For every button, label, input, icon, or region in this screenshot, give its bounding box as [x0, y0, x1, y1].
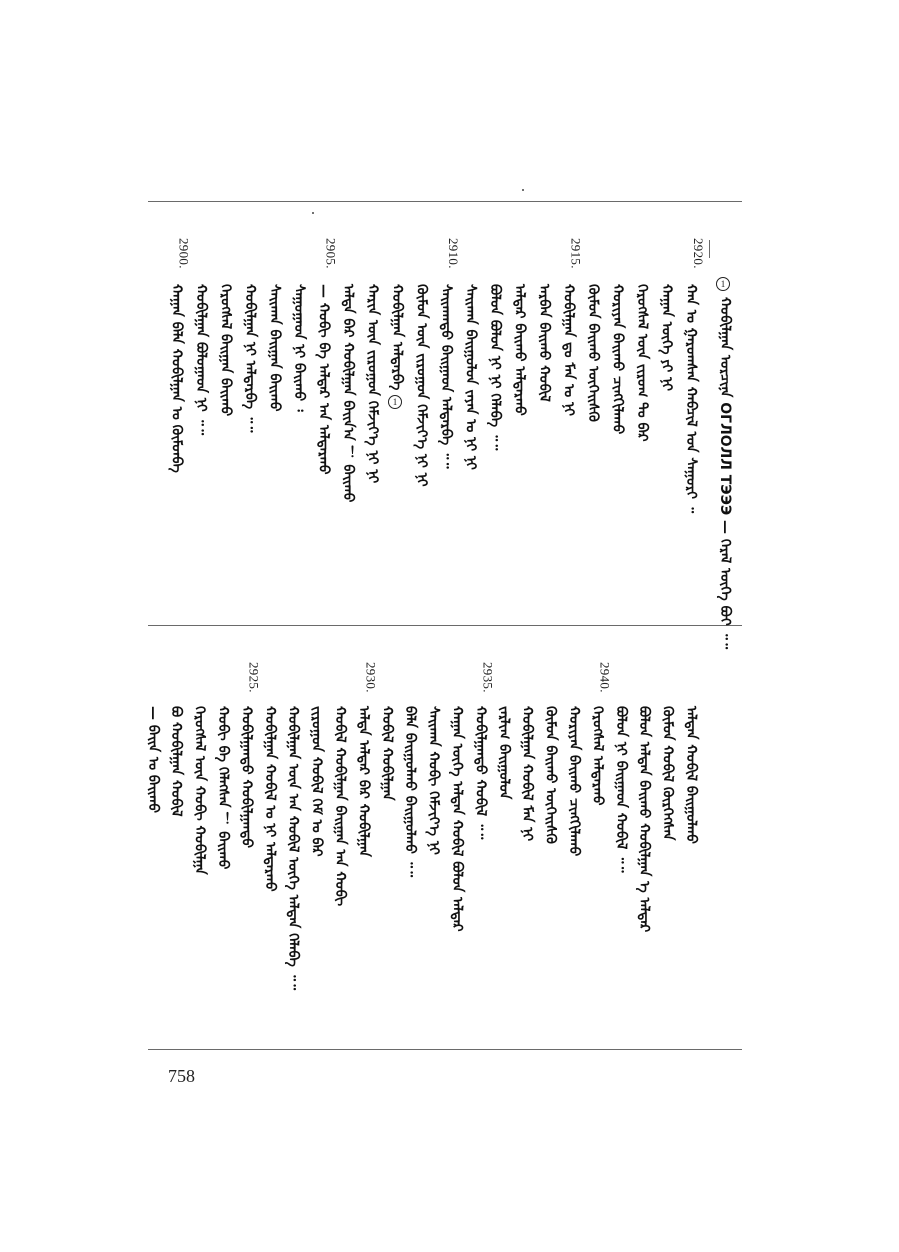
print-speck: [522, 189, 524, 191]
verse-column: [144, 706, 168, 813]
print-speck: [312, 212, 314, 214]
line-number: 2925.: [246, 662, 262, 693]
verse-line: ᠰᠠᠢᠬᠠᠨᠳᠤ ᠪᠠᠢᠭᠠᠳ ᠠᠯᠳᠠᠷᠪᠠ ᠃᠃: [438, 284, 454, 469]
verse-column: [584, 284, 608, 422]
verse-column: [425, 706, 449, 855]
verse-column: [588, 706, 612, 805]
verse-line: ᠬᠤᠪᠢᠯ ᠬᠤᠪᠢᠯᠭᠠᠨ ᠪᠠᠢᠭᠠᠨ ᠠᠨ ᠬᠤᠪᠢ: [332, 706, 348, 907]
verse-line: ᠰᠠᠢᠬᠠᠨ ᠪᠠᠢᠭᠤᠯᠤᠨ ᠵᠠᠶᠠᠨ ᠤ ᠨᠢ ᠨᠢ: [462, 284, 479, 470]
verse-line: ᠵᠠᠷᠯᠢᠭ ᠪᠠᠢᠭᠤᠯᠤᠨ: [495, 706, 512, 800]
verse-column: [192, 284, 216, 435]
verse-line: ᠰᠠᠭᠤᠭᠠᠳ ᠨᠢ ᠪᠠᠢᠬᠤ ᠄: [291, 284, 307, 412]
line-number: 2930.: [363, 662, 379, 693]
verse-line: ᠠᠯᠳᠠ ᠠᠯᠳᠠᠷ ᠪᠡᠷ ᠬᠤᠪᠢᠯᠭᠠᠨ: [355, 706, 372, 857]
line-number: 2915.: [568, 238, 584, 269]
verse-column: [462, 284, 486, 470]
footnote-mark: 1: [716, 277, 730, 291]
verse-column: [609, 284, 633, 434]
verse-column: [560, 284, 584, 416]
verse-line: ᠪᠤᠯᠤᠨ ᠠᠯᠳᠠᠨ ᠪᠠᠢᠬᠤ ᠬᠤᠪᠢᠯᠭᠠᠨ ᠡ ᠠᠯᠳᠠᠷ: [636, 706, 653, 933]
verse-line: ᠰᠠᠢᠬᠠᠨ ᠬᠤᠪᠢ ᠬᠡᠮᠵᠢᠶ᠎ᠡ ᠨᠢ: [425, 706, 442, 855]
verse-line: ᠬᠠᠨ ᠤ ᠭᠠᠷᠤᠭᠰᠠᠨ ᠬᠠᠪᠴᠢᠯ ᠤᠨ ᠰᠠᠭᠤᠷᠢ ᠃: [683, 284, 699, 514]
verse-column: [308, 706, 332, 857]
verse-line: ᠪᠤᠯᠤᠨ ᠨᠢ ᠪᠠᠢᠭᠠᠳ ᠬᠤᠪᠢᠯ ᠃᠃: [612, 706, 629, 873]
verse-column: [635, 706, 659, 932]
verse-line: ᠠᠯᠳᠠᠷ ᠪᠠᠢᠬᠤ ᠠᠯᠳᠠᠷᠬᠤ: [511, 284, 528, 416]
verse-column: [364, 284, 388, 483]
verse-column: [633, 284, 657, 442]
verse-line: ᠠᠷᠪᠠᠨ ᠪᠠᠢᠬᠤ ᠬᠤᠪᠢᠯ: [536, 284, 552, 402]
verse-column: [315, 284, 339, 474]
verse-column: [284, 706, 308, 990]
verse-line: ᠬᠠᠭᠠᠨ ᠦᠬᠡ ᠠᠯᠳᠠᠨ ᠬᠤᠪᠢᠯ ᠪᠤᠯᠤᠨ ᠠᠯᠳᠠᠷ: [449, 706, 465, 932]
verse-line: ᠬᠤᠪᠢᠯᠭᠠᠨ ᠪᠤᠯᠤᠭᠠᠳ ᠨᠢ ᠃᠃: [193, 284, 209, 436]
verse-column: [331, 706, 355, 906]
verse-column: [167, 706, 191, 817]
verse-column: [437, 284, 461, 469]
verse-column: [266, 284, 290, 412]
verse-line: ᠬᠤᠪᠢᠯᠭᠠᠨᠳᠤ ᠬᠤᠪᠢᠯᠭᠠᠨᠳᠤ: [238, 706, 255, 849]
verse-column: [495, 706, 519, 799]
verse-line: ᠬᠤᠪᠢᠯᠭᠠᠨ ᠠᠯᠳᠠᠷᠪᠠ: [389, 284, 405, 391]
verse-column: [401, 706, 425, 877]
verse-line: ᠬᠦᠮᠦᠨ ᠦᠨ ᠵᠢᠷᠤᠭᠤᠨ ᠬᠡᠮᠵᠢᠶ᠎ᠡ ᠨᠢ ᠨᠢ: [413, 284, 430, 487]
verse-line: ᠬᠡᠷᠦᠭᠰᠡᠯ ᠦᠨ ᠵᠢᠷᠤᠭ ᠲᠤ ᠪᠡᠷ: [634, 284, 650, 442]
verse-line: ᠪᠤᠯᠤᠨ ᠪᠤᠯᠤᠨ ᠨᠢ ᠨᠢ ᠬᠡᠯᠡᠪᠡ ᠃᠃: [487, 284, 503, 451]
verse-column: [378, 706, 402, 801]
page-number: 758: [168, 1066, 195, 1086]
verse-column: [217, 284, 241, 416]
verse-line: — ᠬᠤᠪᠢ ᠪᠡ ᠠᠯᠳᠠᠷ ᠠᠨ ᠠᠯᠳᠠᠷᠬᠤ: [315, 284, 332, 475]
verse-line: ᠬᠠᠷᠢᠨ ᠦᠨ ᠵᠢᠷᠤᠭᠤᠨ ᠬᠡᠮᠵᠢᠶ᠎ᠡ ᠨᠢ ᠨᠢ: [364, 284, 381, 484]
line-number: 2920.: [691, 238, 706, 269]
verse-column: [518, 706, 542, 841]
verse-column: [191, 706, 215, 875]
verse-column: [290, 284, 314, 412]
verse-column: [682, 706, 706, 844]
verse-line: ᠵᠢᠷᠤᠭᠤᠨ ᠬᠤᠪᠢᠯ ᠬᠡᠮ ᠤ ᠪᠡᠷ: [308, 706, 325, 857]
verse-line: ᠰᠠᠢᠬᠠᠨ ᠪᠠᠢᠭᠠᠨ ᠪᠠᠢᠬᠤ: [266, 284, 283, 412]
footer-rule: [148, 1049, 742, 1050]
verse-column: [471, 706, 495, 839]
verse-line: ᠬᠤᠪᠢᠯᠭᠠᠨ ᠦᠨ ᠠᠨ ᠬᠤᠪᠢᠯ ᠦᠬᠡ ᠠᠯᠳᠠᠨ ᠬᠡᠯᠡᠪᠡ ᠃᠃: [285, 706, 302, 991]
verse-column: [448, 706, 472, 932]
line-number: 2900.: [176, 238, 192, 269]
footnote: [716, 272, 738, 649]
verse-line: ᠬᠦᠮᠦᠨ ᠬᠤᠪᠢᠯ ᠬᠦᠷᠭᠡᠭᠰᠡᠨ: [659, 706, 676, 841]
verse-column: [168, 284, 192, 473]
verse-line: ᠬᠦᠮᠦᠨ ᠪᠠᠢᠬᠤ ᠦᠭᠡᠢᠰᠬᠦ: [542, 706, 559, 844]
verse-line: ᠬᠤᠪᠢᠯᠭᠠᠨ ᠬᠤᠪᠢᠯ ᠤ ᠨᠢ ᠠᠯᠳᠠᠷᠬᠤ: [261, 706, 278, 892]
verse-column: [658, 284, 682, 391]
verse-line: ᠬᠤᠷᠢᠶᠠᠨ ᠪᠠᠢᠬᠤ ᠴᠢᠩᠬᠢᠯᠠᠬᠤ: [566, 706, 582, 857]
line-number: 2935.: [480, 662, 496, 693]
verse-column: [214, 706, 238, 869]
verse-column: [659, 706, 683, 840]
verse-column: [542, 706, 566, 844]
verse-column: [354, 706, 378, 857]
verse-column: [565, 706, 589, 856]
line-number: 2910.: [446, 238, 461, 269]
verse-line: ᠬᠤᠪᠢᠯ ᠬᠤᠪᠢᠯᠭᠠᠨ: [378, 706, 395, 801]
line-number: 2905.: [323, 238, 339, 269]
verse-line: ᠬᠠᠭᠠᠨ ᠪᠡᠯᠡ ᠬᠤᠪᠢᠯᠭᠠᠨ ᠤ ᠬᠦᠮᠦᠨᠪᠡ: [168, 284, 185, 473]
verse-line: ᠬᠤᠪᠢ ᠪᠡ ᠬᠡᠯᠡᠭᠰᠡᠨ ！ ᠪᠠᠢᠬᠤ: [215, 706, 231, 870]
verse-column: [413, 284, 437, 487]
verse-column: [486, 284, 510, 450]
verse-column: [261, 706, 285, 892]
verse-line: ᠬᠡᠷᠦᠭᠰᠡᠯ ᠦᠨ ᠬᠤᠪᠢ ᠬᠤᠪᠢᠯᠭᠠ: [191, 706, 208, 875]
verse-line: ᠠᠯᠳᠠ ᠪᠡᠷ ᠬᠤᠪᠢᠯᠭᠠᠨ ᠪᠠᠢᠨ᠎ᠠ ！ ᠪᠠᠢᠬᠤ: [340, 284, 356, 503]
verse-line: ᠬᠤᠪᠢᠯᠭᠠᠨ ᠨᠢ ᠠᠯᠳᠠᠷᠪᠠ ᠃᠃: [242, 284, 258, 433]
verse-line: ᠪᠤ ᠬᠤᠪᠢᠯᠭᠠᠨ ᠬᠤᠪᠢᠯ: [168, 706, 185, 817]
verse-line: ᠬᠡᠷᠦᠭᠰᠡᠯ ᠪᠠᠢᠭᠠᠨ ᠪᠠᠢᠬᠤ: [217, 284, 234, 417]
verse-line: ᠬᠡᠷᠦᠭᠰᠡᠯ ᠠᠯᠳᠠᠷᠬᠤ: [589, 706, 606, 806]
verse-column: [388, 284, 412, 412]
line-number: 2940.: [597, 662, 613, 693]
verse-column: [339, 284, 363, 502]
verse-column: [682, 284, 706, 513]
verse-line: ᠬᠤᠷᠢᠶᠠᠨ ᠪᠠᠢᠬᠤ ᠴᠢᠩᠬᠢᠯᠠᠬᠤ: [609, 284, 626, 435]
header-rule: [148, 201, 742, 202]
verse-column: [511, 284, 535, 416]
verse-column: [535, 284, 559, 402]
verse-line: ᠬᠤᠪᠢᠯᠭᠠᠨ ᠳᠤ ᠮᠠᠨ ᠤ ᠨᠢ: [560, 284, 577, 416]
verse-column: [241, 284, 265, 432]
verse-column: [237, 706, 261, 848]
verse-column: [612, 706, 636, 873]
verse-line: ᠬᠠᠭᠠᠨ ᠦᠬᠡ ᠶᠢ ᠨᠢ: [658, 284, 675, 392]
verse-line: ᠠᠯᠳᠠᠨ ᠬᠤᠪᠢᠯ ᠪᠠᠢᠭᠤᠯᠬᠤ: [683, 706, 699, 844]
footnote-rule: [709, 240, 710, 258]
verse-line: ᠬᠦᠮᠦᠨ ᠪᠠᠢᠬᠤ ᠦᠭᠡᠢᠰᠬᠦ: [585, 284, 601, 422]
verse-line: ᠬᠤᠪᠢᠯᠭᠠᠨ ᠬᠤᠪᠢᠯ ᠮᠠᠨ ᠨᠢ: [519, 706, 536, 842]
verse-line: ᠬᠤᠪᠢᠯᠭᠠᠨᠳᠤ ᠬᠤᠪᠢᠯ ᠃᠃: [472, 706, 489, 840]
verse-line: — ᠪᠠᠢᠨ ᠤ ᠪᠠᠢᠬᠤ: [144, 706, 161, 813]
footnote-text: ᠬᠤᠪᠢᠯᠭᠠᠨ ᠣᠷᠴᠢᠨᠠ ОГЛОЛЛ ТЭЭЭ — ᠭᠡᠷᠡᠯ ᠦᠭᠡ ᠪᠤᠢ ᠃᠃: [717, 297, 733, 650]
verse-line: ᠪᠡᠯᠡ ᠪᠠᠢᠭᠤᠯᠬᠤ ᠪᠠᠢᠭᠤᠯᠬᠤ ᠃᠃: [402, 706, 419, 878]
footnote-reference-mark: 1: [388, 395, 402, 409]
block-divider-rule: [148, 625, 742, 626]
